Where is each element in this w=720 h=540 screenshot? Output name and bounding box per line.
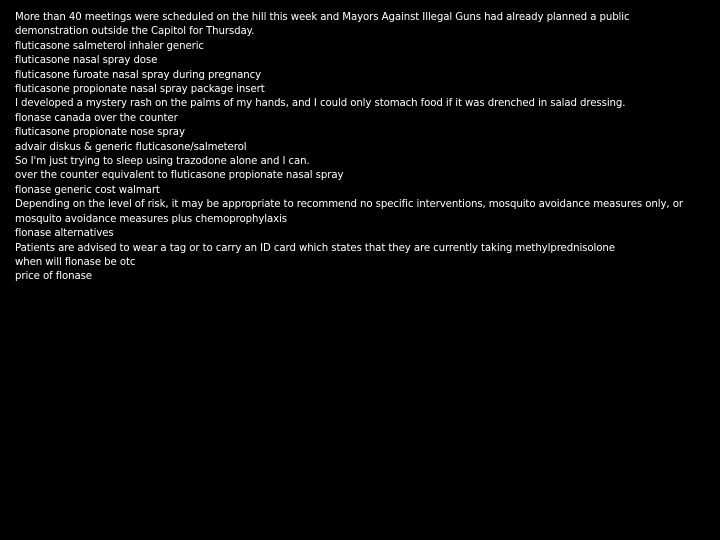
- text-line: advair diskus & generic fluticasone/salmeterol: [15, 141, 247, 153]
- text-block: [15, 11, 703, 285]
- text-line: price of flonase: [15, 271, 92, 283]
- text-line: fluticasone propionate nose spray: [15, 127, 185, 139]
- text-line: when will flonase be otc: [15, 256, 136, 268]
- text-line: More than 40 meetings were scheduled on the hill this week and Mayors Against Illegal Guns had already planned a public demonstration outside the Capitol for Thursday.: [15, 12, 630, 38]
- text-line: fluticasone salmeterol inhaler generic: [15, 40, 204, 52]
- text-line: Patients are advised to wear a tag or to carry an ID card which states that they are currently taking methylprednisolone: [15, 242, 615, 254]
- text-line: flonase generic cost walmart: [15, 184, 160, 196]
- text-line: over the counter equivalent to fluticasone propionate nasal spray: [15, 170, 344, 182]
- text-line: flonase canada over the counter: [15, 112, 178, 124]
- text-line: fluticasone propionate nasal spray package insert: [15, 84, 265, 96]
- text-line: fluticasone nasal spray dose: [15, 55, 158, 67]
- text-line: I developed a mystery rash on the palms of my hands, and I could only stomach food if it was drenched in salad dressing.: [15, 98, 626, 110]
- text-line: fluticasone furoate nasal spray during pregnancy: [15, 69, 262, 81]
- text-line: So I'm just trying to sleep using trazodone alone and I can.: [15, 156, 310, 168]
- text-line: flonase alternatives: [15, 228, 114, 240]
- text-line: Depending on the level of risk, it may be appropriate to recommend no specific interventions, mosquito avoidance measures only, or mosquito avoidance measures plus chemoprophylaxis: [15, 199, 683, 225]
